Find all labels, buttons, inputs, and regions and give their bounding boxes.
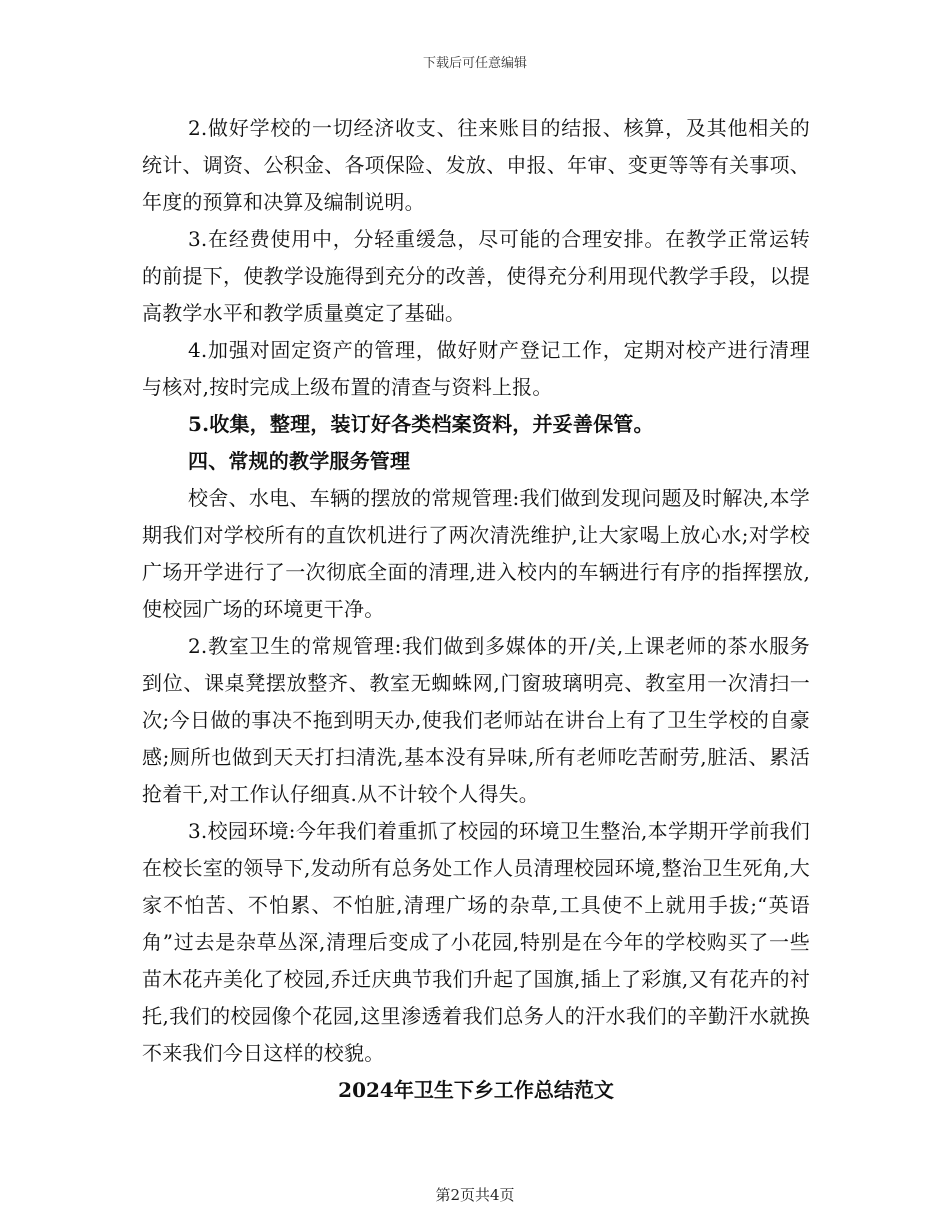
- section-heading-teaching-service: 四、常规的教学服务管理: [188, 449, 411, 473]
- document-title: 2024年卫生下乡工作总结范文: [338, 1078, 614, 1102]
- paragraph-fund-usage: 3.在经费使用中，分轻重缓急，尽可能的合理安排。在教学正常运转的前提下，使教学设施得到充分的改善，使得充分利用现代教学手段，以提高教学水平和教学质量奠定了基础。: [142, 227, 810, 325]
- page-header: 下载后可任意编辑: [422, 56, 527, 71]
- document-body: [142, 110, 810, 1109]
- paragraph-archives: 5.收集，整理，装订好各类档案资料，并妥善保管。: [188, 412, 654, 436]
- paragraph-classroom-hygiene: 2.教室卫生的常规管理:我们做到多媒体的开/关,上课老师的茶水服务到位、课桌凳摆放整齐、教室无蜘蛛网,门窗玻璃明亮、教室用一次清扫一次;今日做的事决不拖到明天办,使我们老师站在讲台上有了卫生学校的自豪感;厕所也做到天天打扫清洗,基本没有异味,所有老师吃苦耐劳,脏活、累活抢着干,对工作认仔细真.从不计较个人得失。: [142, 634, 810, 806]
- paragraph-campus-environment: 3.校园环境:今年我们着重抓了校园的环境卫生整治,本学期开学前我们在校长室的领导下,发动所有总务处工作人员清理校园环境,整治卫生死角,大家不怕苦、不怕累、不怕脏,清理广场的杂草,工具使不上就用手拔;“英语角”过去是杂草丛深,清理后变成了小花园,特别是在今年的学校购买了一些苗木花卉美化了校园,乔迁庆典节我们升起了国旗,插上了彩旗,又有花卉的衬托,我们的校园像个花园,这里渗透着我们总务人的汗水我们的辛勤汗水就换不来我们今日这样的校貌。: [142, 819, 810, 1065]
- paragraph-facilities-management: 校舍、水电、车辆的摆放的常规管理:我们做到发现问题及时解决,本学期我们对学校所有的直饮机进行了两次清洗维护,让大家喝上放心水;对学校广场开学进行了一次彻底全面的清理,进入校内的车辆进行有序的指挥摆放,使校园广场的环境更干净。: [142, 486, 810, 621]
- paragraph-fixed-assets: 4.加强对固定资产的管理，做好财产登记工作，定期对校产进行清理与核对,按时完成上级布置的清查与资料上报。: [142, 338, 810, 399]
- page-footer: 第2页共4页: [435, 1186, 515, 1204]
- paragraph-finance-accounting: 2.做好学校的一切经济收支、往来账目的结报、核算，及其他相关的统计、调资、公积金、各项保险、发放、申报、年审、变更等等有关事项、年度的预算和决算及编制说明。: [142, 116, 810, 214]
